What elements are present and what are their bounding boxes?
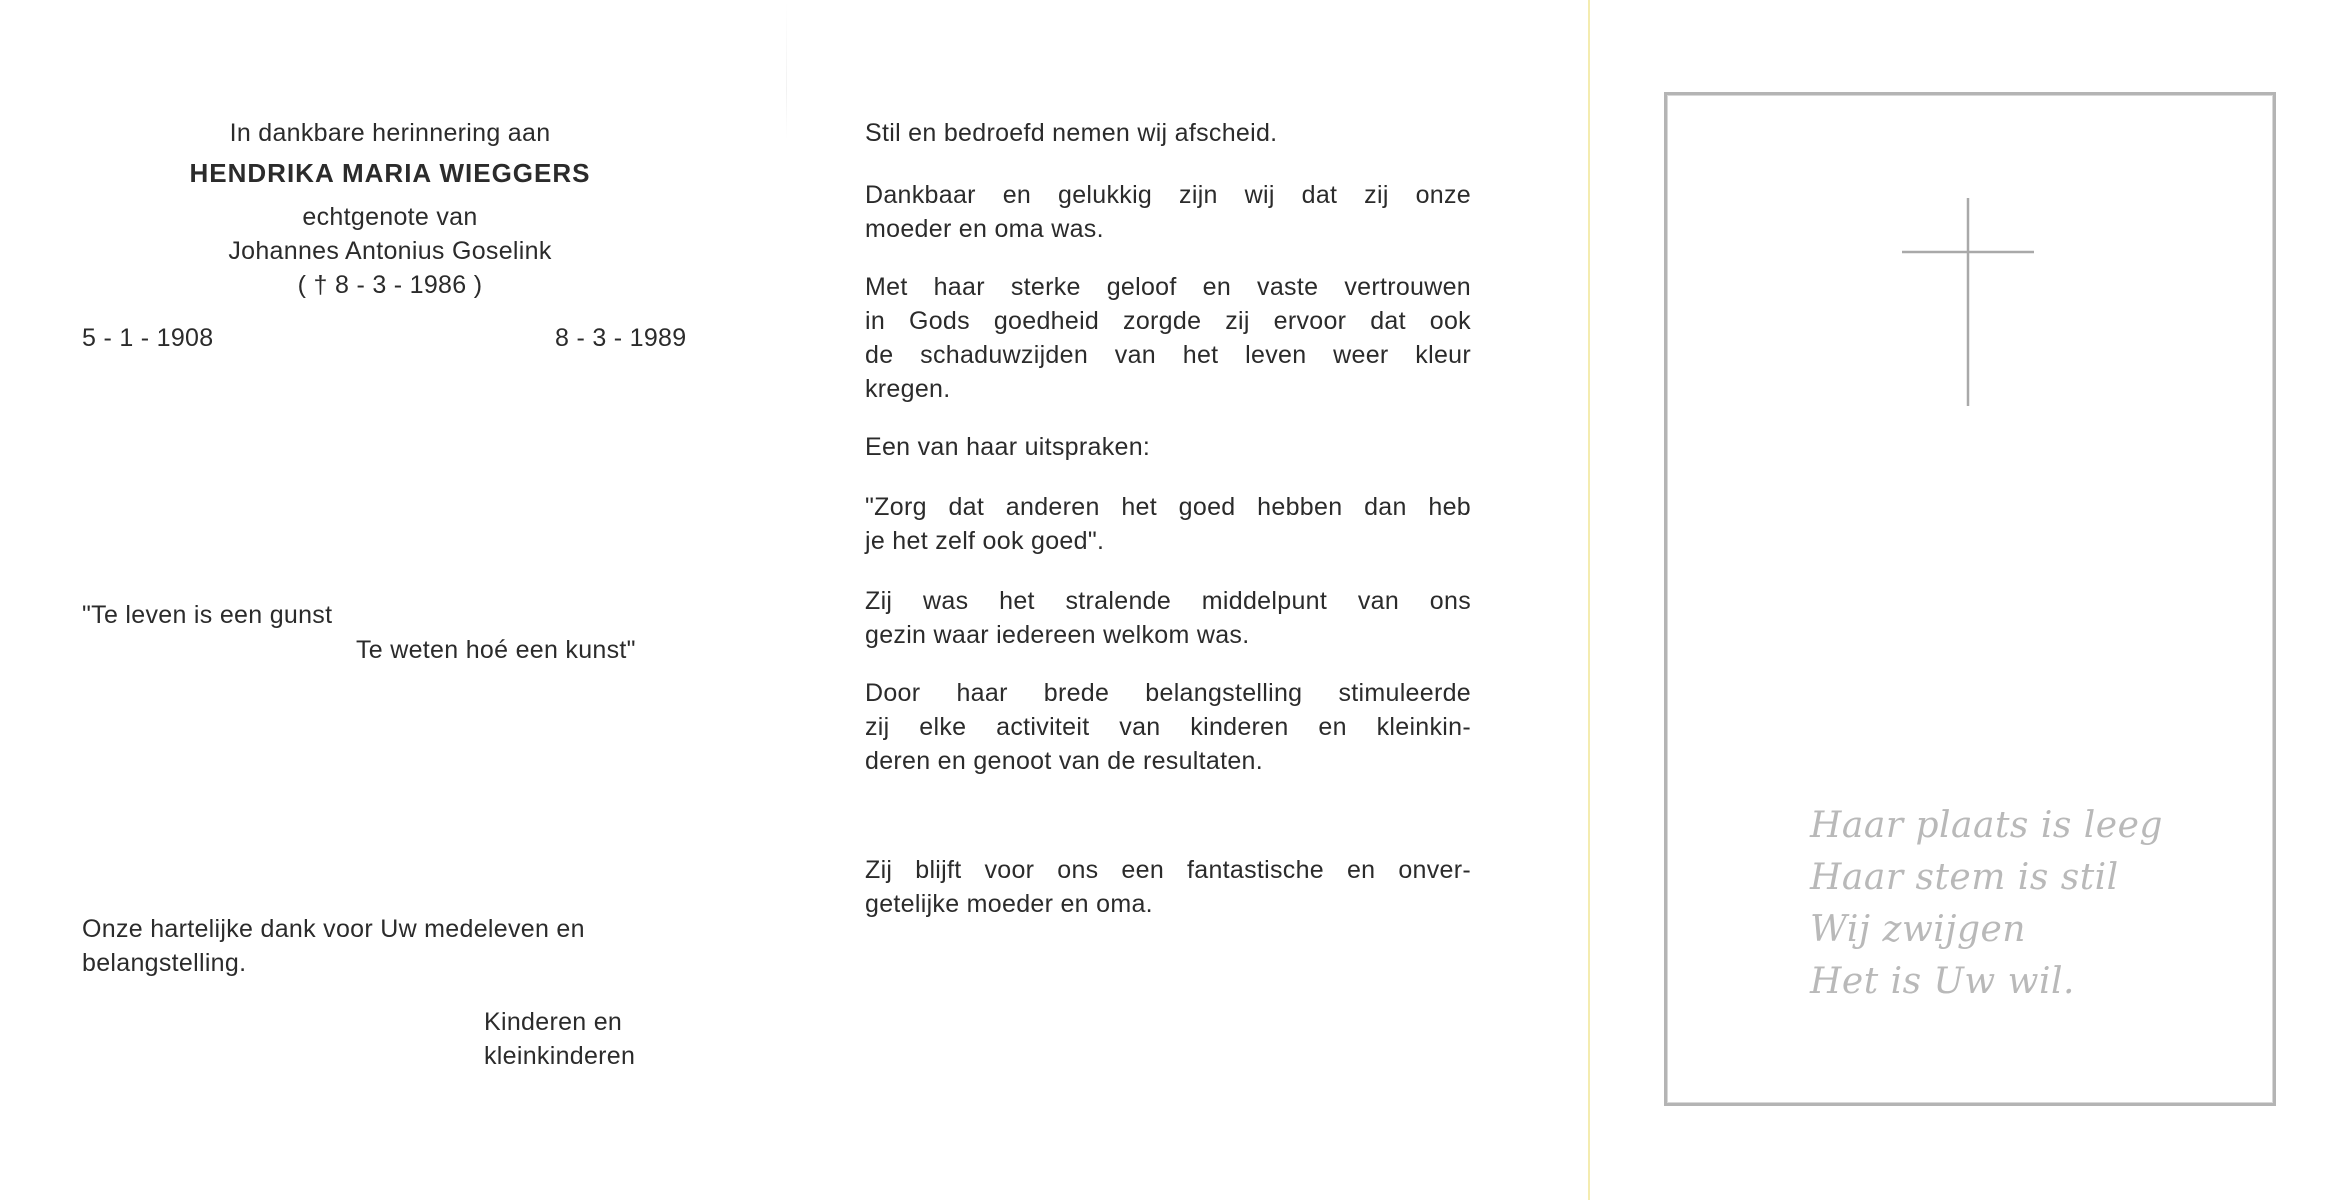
paragraph xyxy=(865,270,1471,406)
birth-date: 5 - 1 - 1908 xyxy=(82,324,214,352)
paragraph-line: je het zelf ook goed". xyxy=(865,527,1105,555)
signature-line-1: Kinderen en xyxy=(484,1008,623,1036)
paragraph-line: kregen. xyxy=(865,375,951,403)
death-date: 8 - 3 - 1989 xyxy=(555,324,687,352)
poem-line-3: Wij zwijgen xyxy=(1810,909,2026,950)
paragraph-line: Door haar brede belangstelling stimuleerde xyxy=(865,679,1471,707)
spouse-death-date: ( † 8 - 3 - 1986 ) xyxy=(297,271,483,299)
paragraph xyxy=(865,853,1471,921)
paragraph xyxy=(865,490,1471,558)
thanks-line-1: Onze hartelijke dank voor Uw medeleven en xyxy=(82,915,585,943)
paragraph-line: zij elke activiteit van kinderen en kleinkin- xyxy=(865,713,1471,741)
paragraph-line: getelijke moeder en oma. xyxy=(865,890,1153,918)
spouse-name: Johannes Antonius Goselink xyxy=(228,237,552,265)
spouse-label: echtgenote van xyxy=(302,203,478,231)
paragraph xyxy=(865,584,1471,652)
poem-line-4: Het is Uw wil. xyxy=(1810,961,2075,1002)
paragraph-line: Zij blijft voor ons een fantastische en onver- xyxy=(865,856,1471,884)
deceased-name: HENDRIKA MARIA WIEGGERS xyxy=(189,158,591,188)
paragraph-line: Een van haar uitspraken: xyxy=(865,433,1151,461)
poem-line-1: Haar plaats is leeg xyxy=(1810,805,2163,846)
cross-icon xyxy=(1900,196,2036,408)
poem-line-2: Haar stem is stil xyxy=(1810,857,2119,898)
quote-line-2: Te weten hoé een kunst" xyxy=(356,636,636,664)
paragraph-line: Met haar sterke geloof en vaste vertrouwen xyxy=(865,273,1471,301)
paragraph-line: in Gods goedheid zorgde zij ervoor dat ook xyxy=(865,307,1471,335)
memory-intro: In dankbare herinnering aan xyxy=(229,119,551,147)
paragraph xyxy=(865,430,1471,464)
paragraph-line: Dankbaar en gelukkig zijn wij dat zij onze xyxy=(865,181,1471,209)
paragraph-line: Stil en bedroefd nemen wij afscheid. xyxy=(865,119,1278,147)
paragraph-line: moeder en oma was. xyxy=(865,215,1104,243)
paragraph-line: gezin waar iedereen welkom was. xyxy=(865,621,1250,649)
paragraph-line: "Zorg dat anderen het goed hebben dan heb xyxy=(865,493,1471,521)
thanks-line-2: belangstelling. xyxy=(82,949,247,977)
paragraph xyxy=(865,676,1471,778)
paragraph-line: Zij was het stralende middelpunt van ons xyxy=(865,587,1471,615)
quote-line-1: "Te leven is een gunst xyxy=(82,601,333,629)
signature-line-2: kleinkinderen xyxy=(484,1042,636,1070)
paragraph-line: de schaduwzijden van het leven weer kleur xyxy=(865,341,1471,369)
paragraph xyxy=(865,178,1471,246)
paragraph xyxy=(865,116,1471,150)
paragraph-line: deren en genoot van de resultaten. xyxy=(865,747,1263,775)
